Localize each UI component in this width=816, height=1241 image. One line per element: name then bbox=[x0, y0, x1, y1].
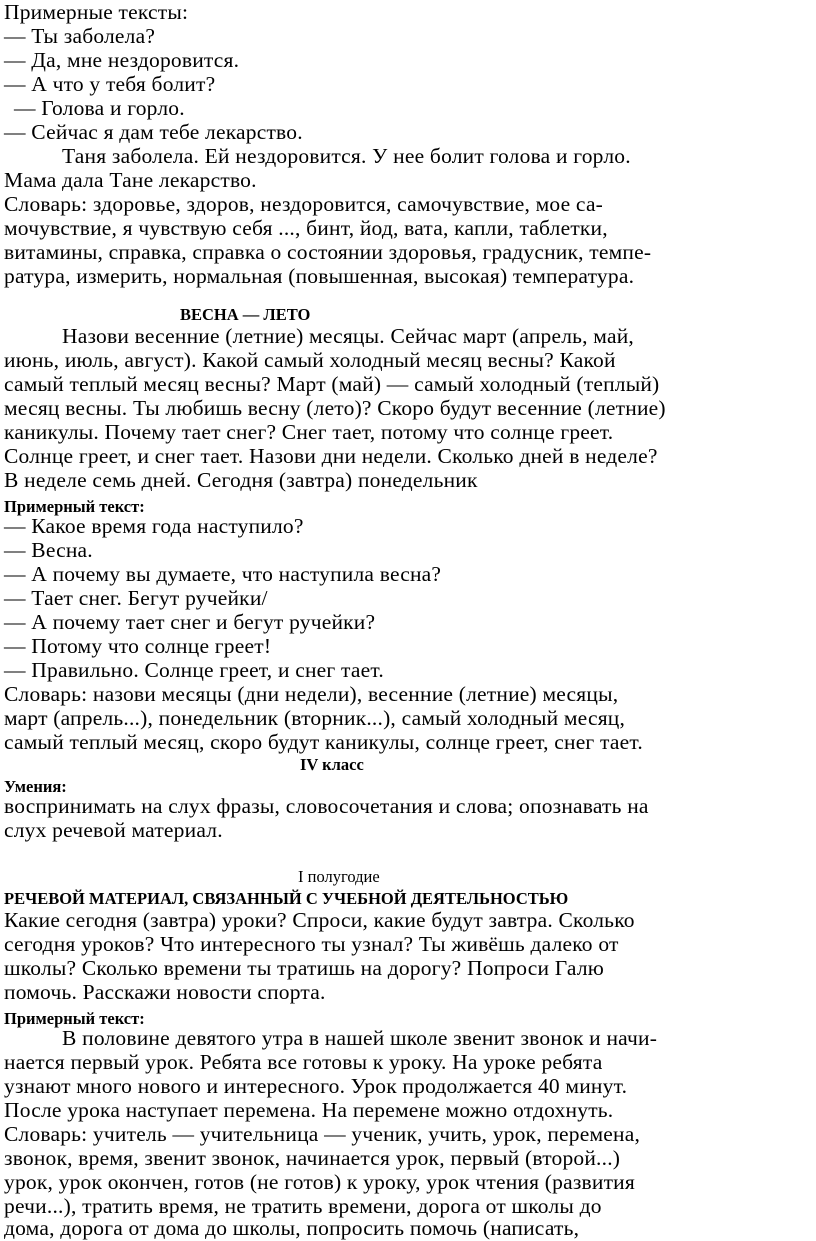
dialog-line: — Тает снег. Бегут ручейки/ bbox=[4, 586, 268, 610]
section-title: ВЕСНА — ЛЕТО bbox=[180, 305, 311, 324]
dialog-line: — А почему тает снег и бегут ручейки? bbox=[4, 610, 376, 634]
skills-line: слух речевой материал. bbox=[4, 818, 223, 842]
dialog-line: — А почему вы думаете, что наступила весна? bbox=[4, 562, 442, 586]
paragraph-line: каникулы. Почему тает снег? Снег тает, потому что солнце греет. bbox=[4, 420, 614, 444]
vocabulary-line: ратура, измерить, нормальная (повышенная, высокая) температура. bbox=[4, 264, 635, 288]
vocabulary-line: Словарь: назови месяцы (дни недели), весенние (летние) месяцы, bbox=[4, 682, 619, 706]
section-heading: РЕЧЕВОЙ МАТЕРИАЛ, СВЯЗАННЫЙ С УЧЕБНОЙ ДЕЯТЕЛЬНОСТЬЮ bbox=[4, 889, 569, 908]
paragraph-line: узнают много нового и интересного. Урок продолжается 40 минут. bbox=[4, 1074, 628, 1098]
skills-label: Умения: bbox=[4, 777, 67, 796]
vocabulary-line: самый теплый месяц, скоро будут каникулы, солнце греет, снег тает. bbox=[4, 730, 643, 754]
class-title: IV класс bbox=[300, 755, 364, 774]
sample-label: Примерный текст: bbox=[4, 1009, 145, 1028]
dialog-line: — Правильно. Солнце греет, и снег тает. bbox=[4, 658, 384, 682]
dialog-line: — Потому что солнце греет! bbox=[4, 634, 272, 658]
question-line: сегодня уроков? Что интересного ты узнал? Ты живёшь далеко от bbox=[4, 932, 619, 956]
dialog-line: — Да, мне нездоровится. bbox=[4, 48, 240, 72]
dialog-line: — Какое время года наступило? bbox=[4, 514, 304, 538]
block1-heading: Примерные тексты: bbox=[4, 0, 189, 24]
vocabulary-line: речи...), тратить время, не тратить времени, дорога от школы до bbox=[4, 1194, 602, 1218]
vocabulary-line: март (апрель...), понедельник (вторник...), самый холодный месяц, bbox=[4, 706, 626, 730]
dialog-line: — Весна. bbox=[4, 538, 93, 562]
paragraph-line: Таня заболела. Ей нездоровится. У нее болит голова и горло. bbox=[62, 144, 631, 168]
vocabulary-line: мочувствие, я чувствую себя ..., бинт, йод, вата, капли, таблетки, bbox=[4, 216, 608, 240]
paragraph-line: В половине девятого утра в нашей школе звенит звонок и начи- bbox=[62, 1026, 658, 1050]
dialog-line: — Голова и горло. bbox=[14, 96, 185, 120]
vocabulary-line: Словарь: здоровье, здоров, нездоровится, самочувствие, мое са- bbox=[4, 192, 604, 216]
paragraph-line: месяц весны. Ты любишь весну (лето)? Скоро будут весенние (летние) bbox=[4, 396, 666, 420]
paragraph-line: В неделе семь дней. Сегодня (завтра) понедельник bbox=[4, 468, 478, 492]
paragraph-line: июнь, июль, август). Какой самый холодный месяц весны? Какой bbox=[4, 348, 616, 372]
vocabulary-line: витамины, справка, справка о состоянии здоровья, градусник, темпе- bbox=[4, 240, 652, 264]
vocabulary-line: Словарь: учитель — учительница — ученик, учить, урок, перемена, bbox=[4, 1122, 641, 1146]
dialog-line: — Ты заболела? bbox=[4, 24, 156, 48]
paragraph-line: Мама дала Тане лекарство. bbox=[4, 168, 257, 192]
paragraph-line: нается первый урок. Ребята все готовы к уроку. На уроке ребята bbox=[4, 1050, 603, 1074]
question-line: помочь. Расскажи новости спорта. bbox=[4, 980, 326, 1004]
paragraph-line: самый теплый месяц весны? Март (май) — самый холодный (теплый) bbox=[4, 372, 660, 396]
question-line: Какие сегодня (завтра) уроки? Спроси, какие будут завтра. Сколько bbox=[4, 908, 635, 932]
question-line: школы? Сколько времени ты тратишь на дорогу? Попроси Галю bbox=[4, 956, 605, 980]
half-year-label: I полугодие bbox=[298, 867, 380, 886]
vocabulary-line: звонок, время, звенит звонок, начинается урок, первый (второй...) bbox=[4, 1146, 621, 1170]
dialog-line: — А что у тебя болит? bbox=[4, 72, 216, 96]
sample-label: Примерный текст: bbox=[4, 497, 145, 516]
paragraph-line: Солнце греет, и снег тает. Назови дни недели. Сколько дней в неделе? bbox=[4, 444, 658, 468]
paragraph-line: Назови весенние (летние) месяцы. Сейчас март (апрель, май, bbox=[62, 324, 634, 348]
dialog-line: — Сейчас я дам тебе лекарство. bbox=[4, 120, 303, 144]
skills-line: воспринимать на слух фразы, словосочетания и слова; опознавать на bbox=[4, 794, 649, 818]
vocabulary-line: дома, дорога от дома до школы, попросить помочь (написать, bbox=[4, 1216, 580, 1240]
vocabulary-line: урок, урок окончен, готов (не готов) к уроку, урок чтения (развития bbox=[4, 1170, 635, 1194]
paragraph-line: После урока наступает перемена. На перемене можно отдохнуть. bbox=[4, 1098, 614, 1122]
